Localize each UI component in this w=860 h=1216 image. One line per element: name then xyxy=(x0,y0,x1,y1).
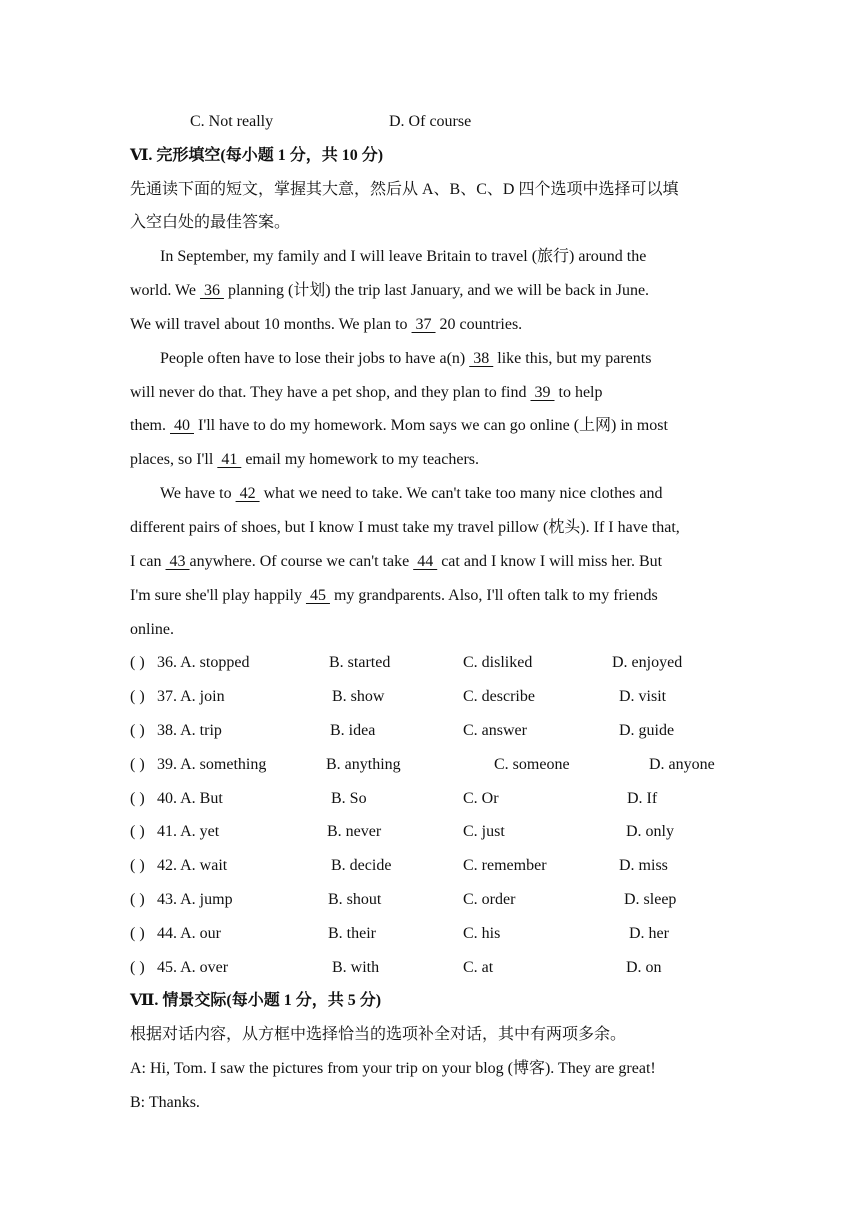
question-option-a: 42. A. wait xyxy=(157,857,228,874)
passage-line xyxy=(130,281,649,301)
question-option-b: B. with xyxy=(332,959,380,976)
passage-line: different pairs of shoes, but I know I must take my travel pillow (枕头). If I have that, xyxy=(130,519,680,536)
text: I'll have to do my homework. Mom says we can go online (上网) in most xyxy=(194,417,668,434)
answer-paren[interactable]: ( ) xyxy=(130,654,145,671)
passage-line xyxy=(160,484,663,504)
question-37 xyxy=(0,687,860,707)
question-option-a: 45. A. over xyxy=(157,959,229,976)
question-option-d: D. guide xyxy=(619,722,675,739)
answer-paren[interactable]: ( ) xyxy=(130,790,145,807)
question-42 xyxy=(0,856,860,876)
text: my grandparents. Also, I'll often talk to my friends xyxy=(329,587,658,604)
question-option-a: 39. A. something xyxy=(157,756,267,773)
blank-36: 36 xyxy=(199,282,224,299)
option-d-previous: D. Of course xyxy=(389,113,472,130)
text: email my homework to my teachers. xyxy=(241,451,480,468)
question-option-b: B. anything xyxy=(326,756,401,773)
passage-line: online. xyxy=(130,621,174,638)
question-option-b: B. idea xyxy=(330,722,376,739)
blank-42: 42 xyxy=(235,485,260,502)
question-option-c: C. answer xyxy=(463,722,527,739)
question-option-d: D. enjoyed xyxy=(612,654,683,671)
question-option-a: 41. A. yet xyxy=(157,823,220,840)
blank-40: 40 xyxy=(170,417,194,434)
passage-line xyxy=(130,416,668,436)
text: them. xyxy=(130,417,170,434)
question-option-d: D. sleep xyxy=(624,891,677,908)
question-option-b: B. their xyxy=(328,925,376,942)
question-option-c: C. remember xyxy=(463,857,547,874)
dialog-line-a: A: Hi, Tom. I saw the pictures from your trip on your blog (博客). They are great! xyxy=(130,1060,656,1077)
blank-43: 43 xyxy=(165,553,190,570)
question-40 xyxy=(0,789,860,809)
question-option-a: 40. A. But xyxy=(157,790,223,807)
question-option-c: C. at xyxy=(463,959,494,976)
section-6-instruction: 先通读下面的短文，掌握其大意，然后从 A、B、C、D 四个选项中选择可以填 xyxy=(130,181,679,198)
blank-41: 41 xyxy=(217,451,242,468)
question-option-a: 38. A. trip xyxy=(157,722,222,739)
question-option-c: C. order xyxy=(463,891,516,908)
question-41 xyxy=(0,822,860,842)
question-option-b: B. never xyxy=(327,823,382,840)
text: world. We xyxy=(130,282,200,299)
question-option-a: 36. A. stopped xyxy=(157,654,250,671)
text: will never do that. They have a pet shop, and they plan to find xyxy=(130,384,531,401)
text: People often have to lose their jobs to have a(n) xyxy=(160,350,470,367)
option-c-previous: C. Not really xyxy=(190,113,274,130)
question-option-d: D. anyone xyxy=(649,756,715,773)
passage-line xyxy=(130,315,522,335)
question-option-b: B. show xyxy=(332,688,385,705)
text: cat and I know I will miss her. But xyxy=(437,553,663,570)
question-option-a: 37. A. join xyxy=(157,688,225,705)
question-option-d: D. her xyxy=(629,925,669,942)
question-option-c: C. Or xyxy=(463,790,499,807)
question-option-d: D. visit xyxy=(619,688,667,705)
question-38 xyxy=(0,721,860,741)
answer-paren[interactable]: ( ) xyxy=(130,756,145,773)
answer-paren[interactable]: ( ) xyxy=(130,823,145,840)
question-option-a: 44. A. our xyxy=(157,925,221,942)
section-7-instruction: 根据对话内容，从方框中选择恰当的选项补全对话，其中有两项多余。 xyxy=(130,1026,627,1043)
answer-paren[interactable]: ( ) xyxy=(130,688,145,705)
question-option-a: 43. A. jump xyxy=(157,891,233,908)
answer-paren[interactable]: ( ) xyxy=(130,891,145,908)
question-45 xyxy=(0,958,860,978)
question-option-d: D. If xyxy=(627,790,658,807)
question-option-b: B. decide xyxy=(331,857,392,874)
blank-45: 45 xyxy=(305,587,330,604)
passage-line xyxy=(160,349,651,369)
text: to help xyxy=(554,384,603,401)
question-39 xyxy=(0,755,860,775)
text: like this, but my parents xyxy=(493,350,652,367)
passage-line xyxy=(130,450,479,470)
question-option-d: D. on xyxy=(626,959,662,976)
passage-line: In September, my family and I will leave Britain to travel (旅行) around the xyxy=(160,248,647,265)
question-36 xyxy=(0,653,860,673)
passage-line xyxy=(130,552,662,572)
question-option-c: C. his xyxy=(463,925,501,942)
passage-line xyxy=(130,383,603,403)
question-option-b: B. started xyxy=(329,654,391,671)
text: planning (计划) the trip last January, and we will be back in June. xyxy=(223,282,650,299)
text: We have to xyxy=(160,485,236,502)
text: I'm sure she'll play happily xyxy=(130,587,306,604)
section-7-heading: Ⅶ. 情景交际(每小题 1 分，共 5 分) xyxy=(130,992,382,1009)
question-option-b: B. So xyxy=(331,790,367,807)
question-option-c: C. disliked xyxy=(463,654,533,671)
question-44 xyxy=(0,924,860,944)
question-option-d: D. miss xyxy=(619,857,668,874)
text: anywhere. Of course we can't take xyxy=(189,553,414,570)
answer-paren[interactable]: ( ) xyxy=(130,959,145,976)
question-option-b: B. shout xyxy=(328,891,382,908)
answer-paren[interactable]: ( ) xyxy=(130,925,145,942)
question-option-c: C. describe xyxy=(463,688,535,705)
answer-paren[interactable]: ( ) xyxy=(130,857,145,874)
text: We will travel about 10 months. We plan to xyxy=(130,316,412,333)
text: places, so I'll xyxy=(130,451,218,468)
section-6-instruction-cont: 入空白处的最佳答案。 xyxy=(130,214,291,231)
text: 20 countries. xyxy=(435,316,523,333)
blank-39: 39 xyxy=(530,384,555,401)
blank-37: 37 xyxy=(411,316,436,333)
question-option-c: C. someone xyxy=(494,756,570,773)
section-6-heading: Ⅵ. 完形填空(每小题 1 分，共 10 分) xyxy=(130,147,384,164)
blank-38: 38 xyxy=(469,350,494,367)
passage-line xyxy=(130,586,658,606)
text: what we need to take. We can't take too many nice clothes and xyxy=(259,485,663,502)
dialog-line-b: B: Thanks. xyxy=(130,1094,200,1111)
answer-paren[interactable]: ( ) xyxy=(130,722,145,739)
blank-44: 44 xyxy=(413,553,438,570)
question-option-d: D. only xyxy=(626,823,674,840)
question-43 xyxy=(0,890,860,910)
text: I can xyxy=(130,553,166,570)
question-option-c: C. just xyxy=(463,823,505,840)
